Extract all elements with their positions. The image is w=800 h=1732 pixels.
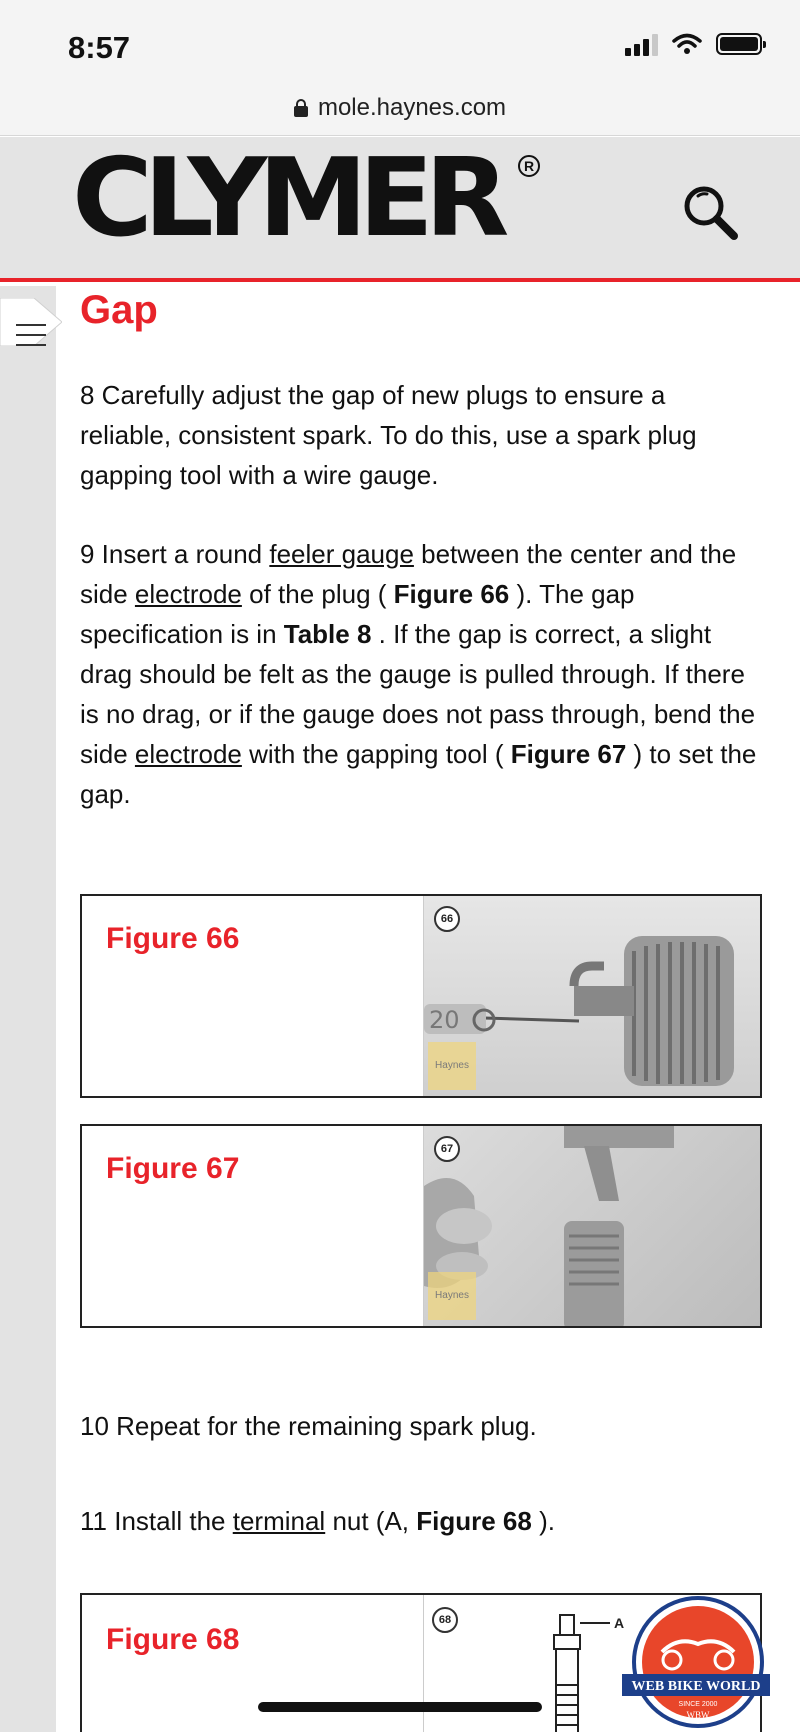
figure-68-ref[interactable]: Figure 68	[416, 1506, 532, 1536]
haynes-watermark: Haynes	[428, 1042, 476, 1090]
figure-66-photo	[423, 896, 762, 1096]
home-indicator[interactable]	[258, 1702, 542, 1712]
figure-67-photo	[423, 1126, 762, 1326]
terminal-link[interactable]: terminal	[232, 1506, 326, 1536]
step-9: 9 Insert a round feeler gauge between the center and the side electrode of the plug ( Figure 66 ). The gap specification is in Table 8 . If the gap is correct, a slight drag should be felt as the gauge is pulled through. If there is no drag, or if the gauge does not pass through, bend the side electrode with the gapping tool ( Figure 67 ) to set the gap.	[80, 539, 757, 809]
figure-label: Figure 67	[106, 1152, 240, 1185]
search-icon[interactable]	[680, 182, 742, 244]
wbw-abbr: WBW	[686, 1710, 710, 1720]
hamburger-menu-icon[interactable]	[16, 324, 46, 346]
step-10: 10 Repeat for the remaining spark plug.	[80, 1411, 537, 1441]
cellular-signal-icon	[625, 32, 658, 56]
web-bike-world-badge	[622, 1592, 770, 1732]
section-title: Gap	[80, 288, 158, 332]
wbw-since: SINCE 2000	[678, 1701, 718, 1708]
url-bar[interactable]	[0, 80, 800, 136]
figure-number-badge: 68	[432, 1607, 458, 1633]
registered-mark: R	[518, 155, 540, 177]
callout-a: A	[614, 1615, 625, 1631]
clymer-logo[interactable]: CLYMER	[72, 136, 501, 261]
gauge-marking: 20	[429, 1006, 460, 1034]
wbw-name: WEB BIKE WORLD	[631, 1679, 761, 1694]
figure-number-badge: 67	[434, 1136, 460, 1162]
url-text: mole.haynes.com	[317, 93, 507, 121]
lock-icon	[294, 99, 308, 117]
table-8-ref[interactable]: Table 8	[283, 619, 372, 649]
electrode-link-2[interactable]: electrode	[134, 739, 242, 769]
haynes-watermark: Haynes	[428, 1272, 476, 1320]
wifi-icon	[672, 33, 702, 55]
figure-67-ref[interactable]: Figure 67	[510, 739, 627, 769]
content	[80, 288, 780, 814]
battery-icon	[716, 33, 762, 55]
sidebar	[0, 286, 56, 1732]
feeler-gauge-link[interactable]: feeler gauge	[269, 539, 414, 569]
step-8: 8 Carefully adjust the gap of new plugs to ensure a reliable, consistent spark. To do this, use a spark plug gapping tool with a wire gauge.	[80, 380, 697, 490]
electrode-link[interactable]: electrode	[134, 579, 242, 609]
figure-label: Figure 68	[106, 1623, 240, 1656]
status-time: 8:57	[68, 30, 131, 65]
status-bar	[0, 0, 800, 90]
figure-67-box[interactable]	[80, 1124, 762, 1328]
figure-66-ref[interactable]: Figure 66	[393, 579, 510, 609]
figure-66-box[interactable]	[80, 894, 762, 1098]
step-11: 11 Install the terminal nut (A, Figure 68 ).	[80, 1506, 555, 1536]
figure-number-badge: 66	[434, 906, 460, 932]
figure-label: Figure 66	[106, 922, 240, 955]
status-icons	[625, 32, 762, 56]
